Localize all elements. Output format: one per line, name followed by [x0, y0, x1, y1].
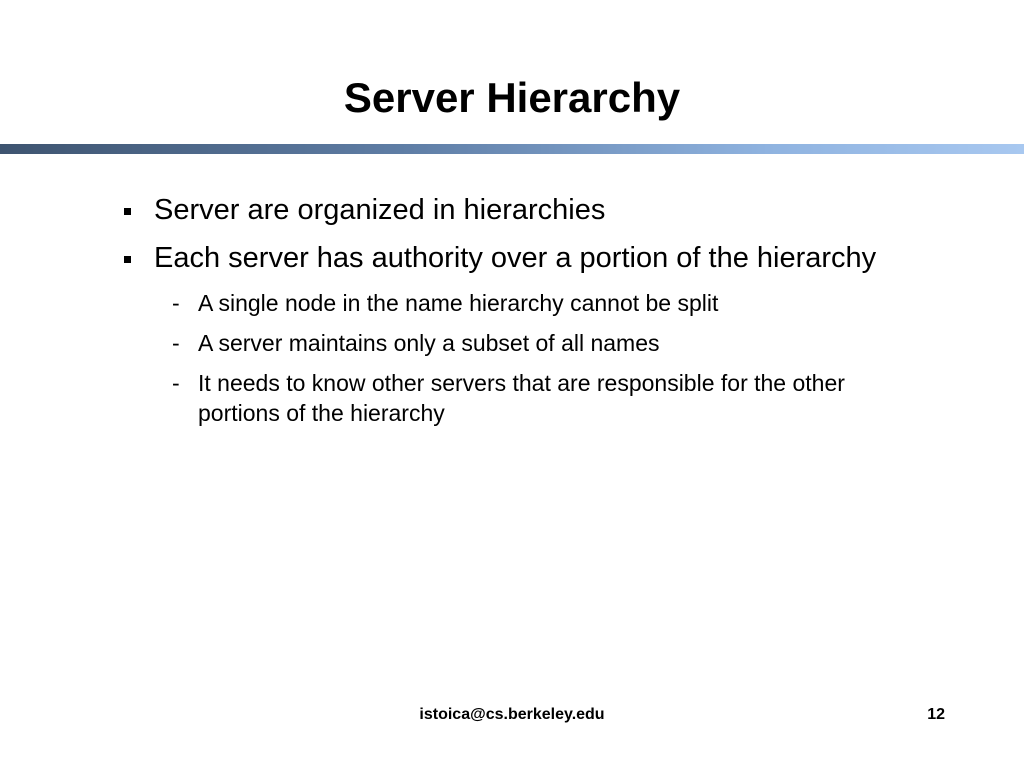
slide-title: Server Hierarchy: [343, 74, 681, 121]
square-bullet-icon: [124, 256, 131, 263]
bullet-item: [124, 192, 904, 228]
sub-bullet-text: A server maintains only a subset of all names: [198, 330, 660, 356]
bullet-text: Server are organized in hierarchies: [154, 194, 606, 226]
title-divider: [0, 144, 1024, 154]
square-bullet-icon: [124, 208, 131, 215]
sub-bullet-text: It needs to know other servers that are responsible for the other portions of the hierarchy: [198, 370, 845, 426]
sub-bullet-item: [124, 328, 904, 358]
sub-bullet-item: [124, 368, 904, 428]
sub-bullet-item: [124, 288, 904, 318]
bullet-text: Each server has authority over a portion of the hierarchy: [154, 242, 877, 274]
footer-email: istoica@cs.berkeley.edu: [419, 706, 605, 723]
dash-marker: -: [172, 370, 180, 396]
bullet-item: [124, 240, 904, 276]
slide-body: [124, 192, 904, 438]
dash-marker: -: [172, 290, 180, 316]
sub-bullet-text: A single node in the name hierarchy cannot be split: [198, 290, 719, 316]
page-number: 12: [927, 706, 945, 723]
dash-marker: -: [172, 330, 180, 356]
